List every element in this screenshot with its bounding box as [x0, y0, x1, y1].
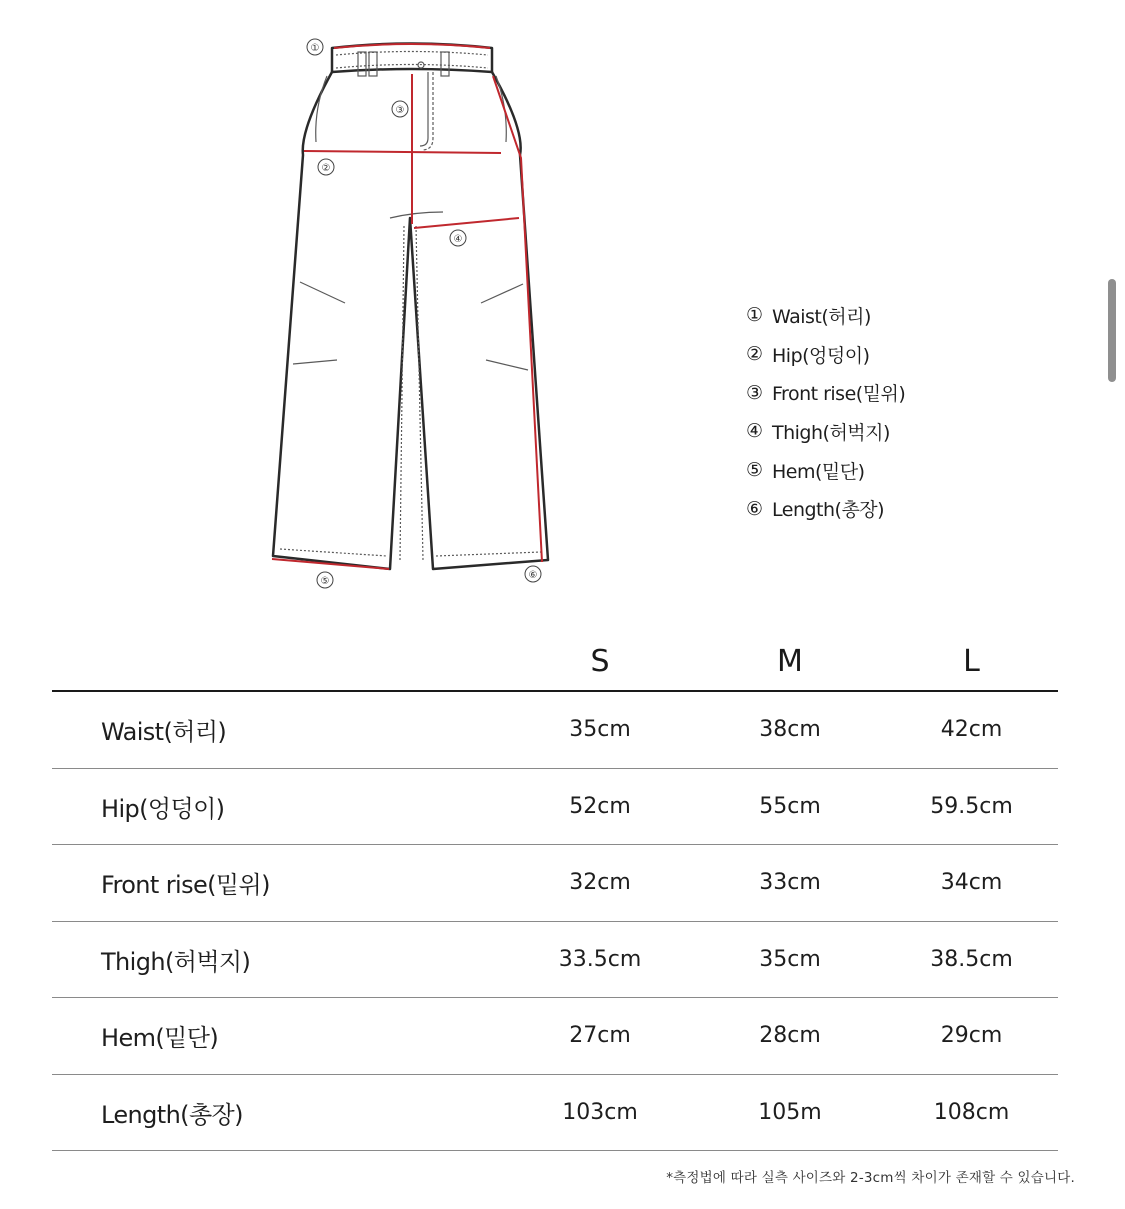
marker-2: ② [321, 163, 331, 174]
cell-value: 42cm [885, 691, 1058, 768]
table-row [52, 845, 1058, 922]
cell-value: 27cm [505, 998, 695, 1075]
legend-item-length [746, 489, 905, 528]
marker-1: ① [310, 43, 320, 54]
cell-value: 35cm [695, 921, 885, 998]
table-row [52, 691, 1058, 768]
pants-details [280, 52, 541, 561]
cell-value: 38cm [695, 691, 885, 768]
cell-value: 34cm [885, 845, 1058, 922]
marker-4: ④ [453, 234, 463, 245]
legend-text: Length(총장) [772, 499, 885, 522]
header-empty [52, 632, 505, 691]
table-row [52, 921, 1058, 998]
cell-value: 105m [695, 1074, 885, 1151]
cell-value: 103cm [505, 1074, 695, 1151]
legend-item-front-rise [746, 373, 905, 412]
table-row [52, 998, 1058, 1075]
row-label: Front rise(밑위) [52, 845, 505, 922]
cell-value: 38.5cm [885, 921, 1058, 998]
table-header-row [52, 632, 1058, 691]
marker-3: ③ [395, 105, 405, 116]
legend-number: ① [746, 304, 763, 327]
marker-5: ⑤ [320, 576, 330, 587]
legend-number: ⑥ [746, 497, 763, 520]
measurement-legend [746, 296, 905, 528]
legend-text: Hip(엉덩이) [772, 344, 870, 367]
pants-measurement-diagram [0, 0, 700, 600]
row-label: Length(총장) [52, 1074, 505, 1151]
legend-text: Waist(허리) [772, 305, 871, 328]
cell-value: 33.5cm [505, 921, 695, 998]
cell-value: 33cm [695, 845, 885, 922]
legend-item-thigh [746, 412, 905, 451]
header-size-m: M [695, 632, 885, 691]
cell-value: 35cm [505, 691, 695, 768]
table-row [52, 1074, 1058, 1151]
legend-number: ③ [746, 381, 763, 404]
table-row [52, 768, 1058, 845]
row-label: Hip(엉덩이) [52, 768, 505, 845]
row-label: Waist(허리) [52, 691, 505, 768]
size-table [52, 632, 1058, 1151]
scrollbar-thumb[interactable] [1108, 279, 1116, 382]
measurement-lines [272, 44, 542, 569]
cell-value: 59.5cm [885, 768, 1058, 845]
cell-value: 55cm [695, 768, 885, 845]
pants-outline [273, 44, 548, 570]
cell-value: 28cm [695, 998, 885, 1075]
legend-item-waist [746, 296, 905, 335]
legend-number: ⑤ [746, 459, 763, 482]
legend-number: ④ [746, 420, 763, 443]
legend-text: Front rise(밑위) [772, 383, 906, 406]
cell-value: 108cm [885, 1074, 1058, 1151]
cell-value: 29cm [885, 998, 1058, 1075]
legend-text: Hem(밑단) [772, 460, 865, 483]
row-label: Thigh(허벅지) [52, 921, 505, 998]
legend-number: ② [746, 343, 763, 366]
legend-item-hip [746, 335, 905, 374]
header-size-s: S [505, 632, 695, 691]
cell-value: 32cm [505, 845, 695, 922]
header-size-l: L [885, 632, 1058, 691]
cell-value: 52cm [505, 768, 695, 845]
marker-6: ⑥ [528, 570, 538, 581]
legend-item-hem [746, 451, 905, 490]
legend-text: Thigh(허벅지) [772, 421, 890, 444]
measurement-disclaimer: *측정법에 따라 실측 사이즈와 2-3cm씩 차이가 존재할 수 있습니다. [666, 1170, 1075, 1186]
row-label: Hem(밑단) [52, 998, 505, 1075]
